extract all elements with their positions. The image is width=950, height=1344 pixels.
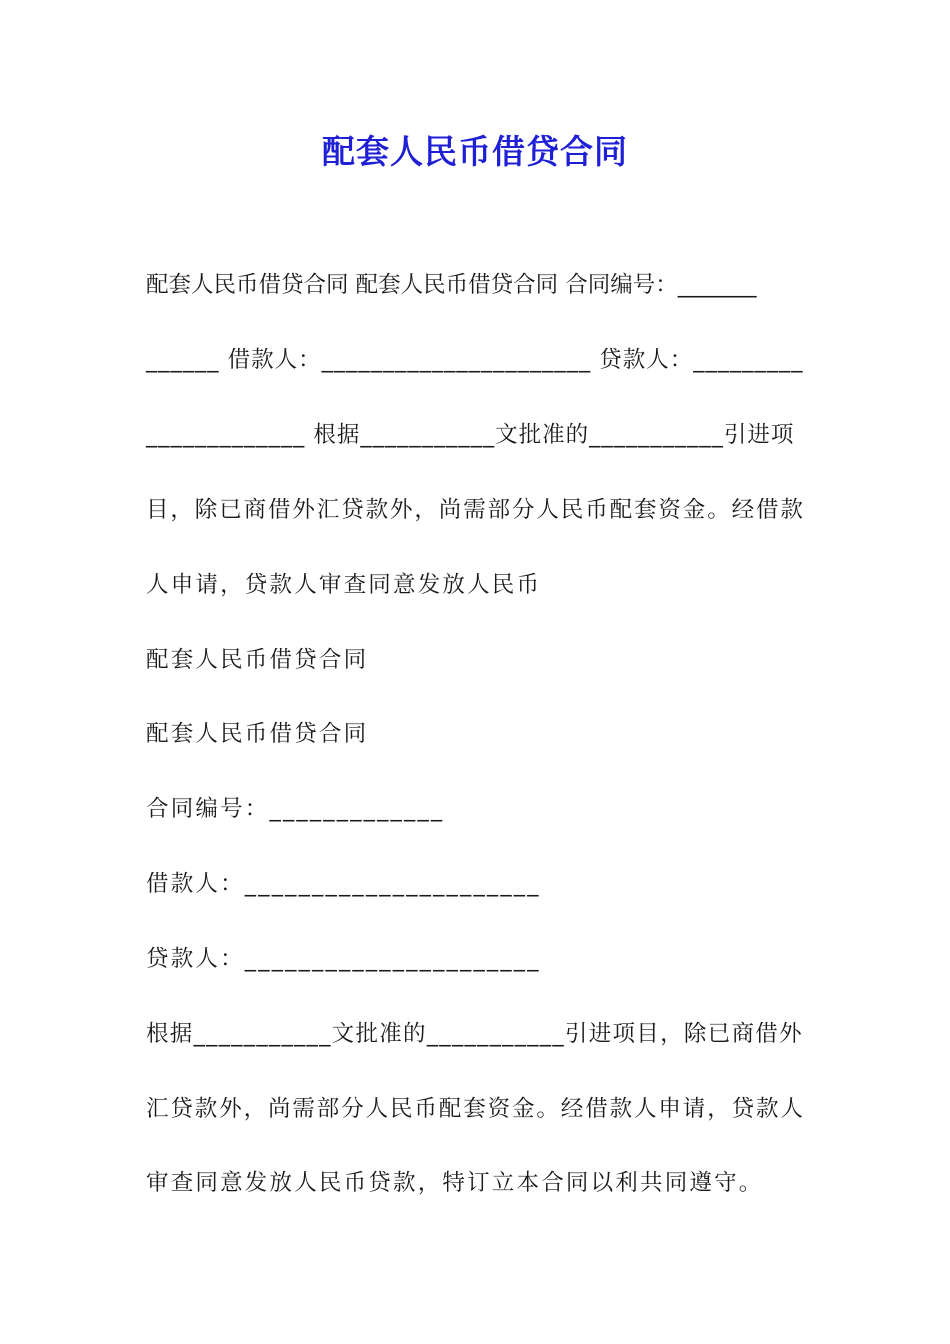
text-line-7: 配套人民币借贷合同 (146, 721, 369, 747)
text-line-11: 根据___________文批准的___________引进项目，除已商借外 (146, 1021, 803, 1047)
text-line-2: ______ 借款人：______________________ 贷款人：_________ (146, 347, 804, 373)
text-line-1-content: 配套人民币借贷合同 配套人民币借贷合同 合同编号：_______ (146, 272, 757, 298)
text-line-13: 审查同意发放人民币贷款，特订立本合同以利共同遵守。 (146, 1170, 764, 1196)
text-line-8: 合同编号：_____________ (146, 796, 445, 822)
text-line-10: 贷款人：______________________ (146, 946, 541, 972)
text-line-9: 借款人：______________________ (146, 871, 541, 897)
text-line-1 (146, 268, 806, 302)
text-line-3: _____________ 根据___________文批准的___________引进项 (146, 422, 795, 448)
text-line-6: 配套人民币借贷合同 (146, 647, 369, 673)
text-line-5: 人申请，贷款人审查同意发放人民币 (146, 572, 542, 598)
document-title: 配套人民币借贷合同 (322, 132, 628, 171)
text-line-4: 目，除已商借外汇贷款外，尚需部分人民币配套资金。经借款 (146, 497, 805, 523)
text-line-12: 汇贷款外，尚需部分人民币配套资金。经借款人申请，贷款人 (146, 1096, 805, 1122)
